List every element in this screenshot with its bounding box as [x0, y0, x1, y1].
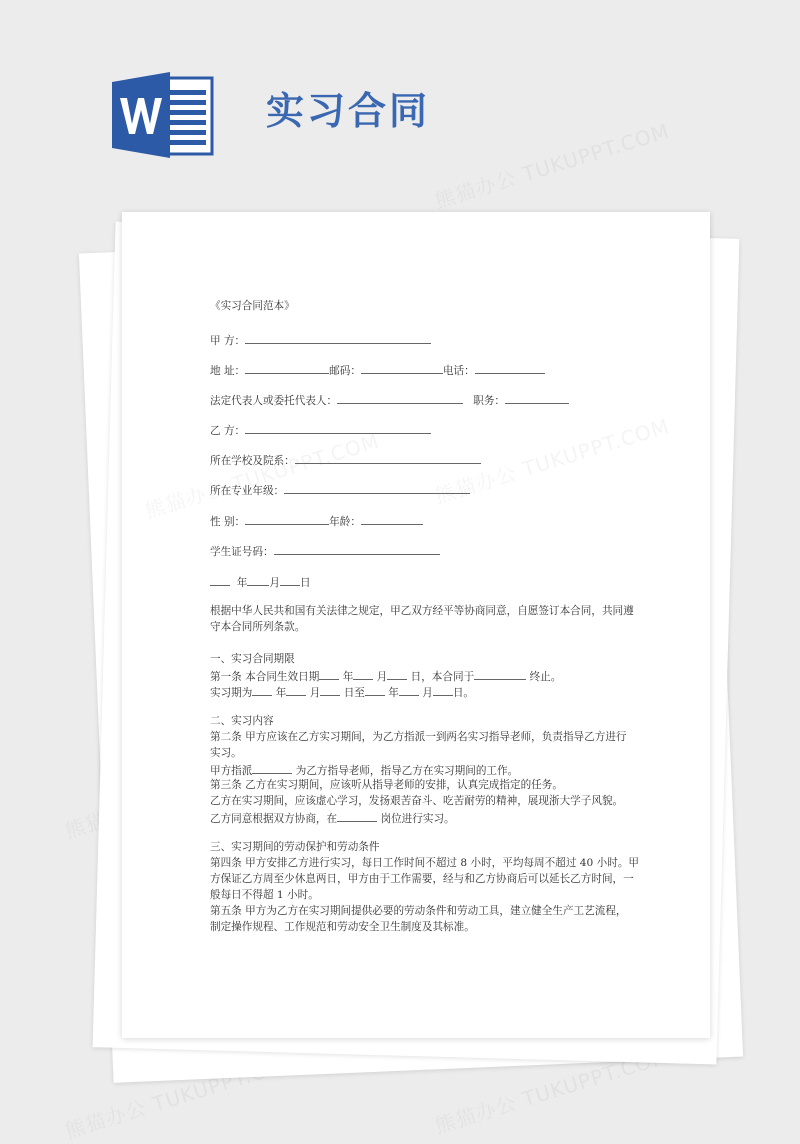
party-a-blank: [245, 332, 431, 344]
student-id-label: 学生证号码：: [210, 546, 274, 558]
party-b-blank: [245, 422, 431, 434]
date-row: [210, 574, 311, 590]
day-blank: [280, 574, 300, 586]
blank: [353, 668, 373, 680]
year-blank: [210, 574, 230, 586]
address-blank: [245, 362, 329, 374]
article-text: 年: [388, 687, 399, 699]
article-line: [210, 762, 518, 778]
age-label: 年龄：: [329, 516, 361, 528]
article-line: [210, 668, 561, 684]
position-blank: [505, 392, 569, 404]
gender-blank: [245, 513, 329, 525]
article-text: 年: [342, 671, 354, 683]
article-text: 年: [275, 687, 287, 699]
article-text: 日，本合同于: [410, 671, 475, 683]
article-text: 终止。: [529, 671, 562, 683]
school-blank: [295, 452, 481, 464]
gender-row: [210, 513, 423, 529]
article-text: 第一条 本合同生效日期: [210, 671, 320, 683]
representative-label: 法定代表人或委托代表人：: [210, 395, 338, 407]
blank: [319, 668, 339, 680]
intro-line: 守本合同所列条款。: [210, 621, 306, 633]
representative-blank: [337, 392, 463, 404]
article-line: 第四条 甲方安排乙方进行实习，每日工作时间不超过 8 小时，平均每周不超过 40 小时。甲: [210, 857, 640, 869]
month-label: 月: [269, 577, 280, 589]
school-row: [210, 452, 481, 468]
blank: [433, 684, 453, 696]
article-text: 月: [309, 687, 321, 699]
representative-row: [210, 392, 569, 408]
party-b-label: 乙 方：: [210, 425, 246, 437]
blank: [399, 684, 419, 696]
intro-line: 根据中华人民共和国有关法律之规定，甲乙双方经平等协商同意，自愿签订本合同，共同遵: [210, 605, 634, 617]
major-blank: [284, 482, 470, 494]
doc-title: 《实习合同范本》: [210, 300, 295, 312]
school-label: 所在学校及院系：: [210, 455, 295, 467]
article-line: [210, 810, 455, 826]
postcode-blank: [361, 362, 443, 374]
blank: [337, 810, 377, 822]
article-line: 般每日不得超 1 小时。: [210, 889, 319, 901]
blank: [252, 762, 292, 774]
article-line: 乙方在实习期间，应该虚心学习，发扬艰苦奋斗、吃苦耐劳的精神，展现浙大学子风貌。: [210, 795, 624, 807]
address-label: 地 址：: [210, 365, 246, 377]
article-line: [210, 684, 474, 700]
section-heading: 一、实习合同期限: [210, 653, 295, 665]
phone-blank: [475, 362, 545, 374]
blank: [365, 684, 385, 696]
article-line: 制定操作规程、工作规范和劳动安全卫生制度及其标准。: [210, 921, 475, 933]
blank: [320, 684, 340, 696]
student-id-row: [210, 543, 440, 559]
article-text: 月: [422, 687, 433, 699]
article-text: 甲方指派: [210, 765, 253, 777]
blank: [474, 668, 526, 680]
article-text: 日。: [452, 687, 474, 699]
blank: [286, 684, 306, 696]
article-text: 岗位进行实习。: [380, 813, 455, 825]
major-row: [210, 482, 470, 498]
article-line: 第三条 乙方在实习期间，应该听从指导老师的安排，认真完成指定的任务。: [210, 779, 563, 791]
section-heading: 二、实习内容: [210, 715, 274, 727]
position-label: 职务：: [473, 395, 506, 407]
party-b-row: [210, 422, 431, 438]
day-label: 日: [299, 577, 311, 589]
address-row: [210, 362, 545, 378]
article-text: 为乙方指导老师，指导乙方在实习期间的工作。: [295, 765, 519, 777]
word-icon: [112, 72, 216, 158]
blank: [387, 668, 407, 680]
article-text: 月: [376, 671, 388, 683]
article-line: 第五条 甲方为乙方在实习期间提供必要的劳动条件和劳动工具，建立健全生产工艺流程，: [210, 905, 627, 917]
year-label: 年: [236, 577, 248, 589]
article-line: 第二条 甲方应该在乙方实习期间，为乙方指派一到两名实习指导老师，负责指导乙方进行: [210, 731, 627, 743]
article-line: 方保证乙方周至少休息两日，甲方由于工作需要，经与和乙方协商后可以延长乙方时间，一: [210, 873, 634, 885]
article-text: 乙方同意根据双方协商，在: [210, 813, 338, 825]
party-a-row: [210, 332, 431, 348]
student-id-blank: [274, 543, 440, 555]
major-label: 所在专业年级：: [210, 485, 285, 497]
section-heading: 三、实习期间的劳动保护和劳动条件: [210, 841, 380, 853]
header: [0, 0, 800, 210]
blank: [252, 684, 272, 696]
article-text: 实习期为: [210, 687, 253, 699]
party-a-label: 甲 方：: [210, 335, 246, 347]
postcode-label: 邮码：: [329, 365, 361, 377]
phone-label: 电话：: [442, 365, 475, 377]
age-blank: [361, 513, 423, 525]
month-blank: [247, 574, 269, 586]
gender-label: 性 别：: [210, 516, 246, 528]
article-line: 实习。: [210, 747, 242, 759]
page-title: 实习合同: [266, 89, 431, 133]
article-text: 日至: [343, 687, 365, 699]
